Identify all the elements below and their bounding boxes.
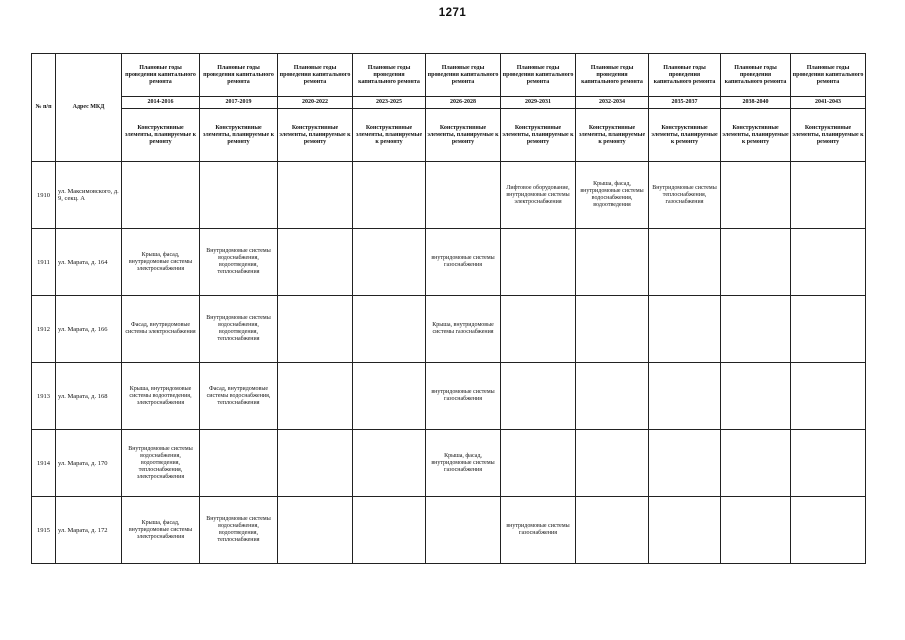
- period-years: 2014-2016: [122, 97, 200, 109]
- row-address: ул. Марата, д. 164: [56, 229, 122, 296]
- row-number: 1915: [32, 497, 56, 564]
- repair-cell: [791, 162, 866, 229]
- repair-cell: [278, 296, 353, 363]
- elements-header: Конструктивные элементы, планируемые к ремонту: [122, 109, 200, 162]
- repair-cell: Крыша, внутридомовые системы водоотведения, электроснабжения: [122, 363, 200, 430]
- elements-header: Конструктивные элементы, планируемые к ремонту: [576, 109, 649, 162]
- column-header-address: Адрес МКД: [56, 54, 122, 162]
- period-header: Плановые годы проведения капитального ремонта: [501, 54, 576, 97]
- repair-cell: внутридомовые системы газоснабжения: [501, 497, 576, 564]
- repair-cell: [200, 430, 278, 497]
- repair-cell: Фасад, внутридомовые системы электроснабжения: [122, 296, 200, 363]
- period-years: 2020-2022: [278, 97, 353, 109]
- repair-cell: Крыша, фасад, внутридомовые системы электроснабжения: [122, 229, 200, 296]
- repair-cell: внутридомовые системы газоснабжения: [426, 229, 501, 296]
- row-address: ул. Максимовского, д. 9, секц. А: [56, 162, 122, 229]
- repair-cell: [791, 229, 866, 296]
- repair-cell: внутридомовые системы газоснабжения: [426, 363, 501, 430]
- page-number: 1271: [438, 7, 467, 19]
- repair-cell: [426, 162, 501, 229]
- elements-header: Конструктивные элементы, планируемые к ремонту: [649, 109, 721, 162]
- repair-cell: Крыша, внутридомовые системы газоснабжения: [426, 296, 501, 363]
- repair-cell: Фасад, внутридомовые системы водоснабжения, теплоснабжения: [200, 363, 278, 430]
- elements-header: Конструктивные элементы, планируемые к ремонту: [353, 109, 426, 162]
- row-number: 1911: [32, 229, 56, 296]
- elements-header: Конструктивные элементы, планируемые к ремонту: [200, 109, 278, 162]
- repair-cell: [278, 162, 353, 229]
- repair-cell: [649, 363, 721, 430]
- repair-cell: Внутридомовые системы водоснабжения, водоотведения, теплоснабжения: [200, 229, 278, 296]
- row-address: ул. Марата, д. 172: [56, 497, 122, 564]
- period-header: Плановые годы проведения капитального ремонта: [649, 54, 721, 97]
- period-header: Плановые годы проведения капитального ремонта: [200, 54, 278, 97]
- repair-cell: [278, 363, 353, 430]
- elements-header: Конструктивные элементы, планируемые к ремонту: [278, 109, 353, 162]
- repair-cell: [721, 229, 791, 296]
- period-header: Плановые годы проведения капитального ремонта: [426, 54, 501, 97]
- repair-cell: [576, 497, 649, 564]
- repair-cell: Внутридомовые системы теплоснабжения, газоснабжения: [649, 162, 721, 229]
- capital-repair-table: [31, 53, 866, 564]
- table-row: [32, 497, 866, 564]
- table-row: [32, 430, 866, 497]
- period-years: 2035-2037: [649, 97, 721, 109]
- row-number: 1914: [32, 430, 56, 497]
- repair-cell: [576, 229, 649, 296]
- period-header: Плановые годы проведения капитального ремонта: [278, 54, 353, 97]
- column-header-number: № п/п: [32, 54, 56, 162]
- repair-cell: [353, 162, 426, 229]
- table-row: [32, 296, 866, 363]
- row-number: 1912: [32, 296, 56, 363]
- repair-cell: [576, 363, 649, 430]
- period-header: Плановые годы проведения капитального ремонта: [122, 54, 200, 97]
- repair-cell: [501, 229, 576, 296]
- repair-cell: [278, 430, 353, 497]
- repair-cell: [200, 162, 278, 229]
- repair-cell: [649, 497, 721, 564]
- period-years: 2029-2031: [501, 97, 576, 109]
- repair-cell: [721, 430, 791, 497]
- repair-cell: [501, 430, 576, 497]
- repair-cell: [649, 430, 721, 497]
- repair-cell: [791, 296, 866, 363]
- repair-cell: [353, 363, 426, 430]
- table-row: [32, 229, 866, 296]
- repair-cell: [278, 229, 353, 296]
- repair-cell: [501, 363, 576, 430]
- period-header: Плановые годы проведения капитального ремонта: [576, 54, 649, 97]
- period-header: Плановые годы проведения капитального ремонта: [721, 54, 791, 97]
- period-years: 2041-2043: [791, 97, 866, 109]
- repair-cell: [649, 229, 721, 296]
- repair-cell: [122, 162, 200, 229]
- period-years: 2026-2028: [426, 97, 501, 109]
- repair-cell: Внутридомовые системы водоснабжения, водоотведения, теплоснабжения: [200, 497, 278, 564]
- repair-cell: [353, 296, 426, 363]
- period-years: 2017-2019: [200, 97, 278, 109]
- period-years: 2023-2025: [353, 97, 426, 109]
- elements-header: Конструктивные элементы, планируемые к ремонту: [791, 109, 866, 162]
- period-years: 2038-2040: [721, 97, 791, 109]
- repair-cell: Лифтовое оборудование, внутридомовые системы электроснабжения: [501, 162, 576, 229]
- repair-cell: [426, 497, 501, 564]
- table-row: [32, 363, 866, 430]
- repair-cell: [353, 497, 426, 564]
- row-number: 1910: [32, 162, 56, 229]
- repair-cell: [721, 363, 791, 430]
- repair-cell: [278, 497, 353, 564]
- row-address: ул. Марата, д. 166: [56, 296, 122, 363]
- repair-cell: [791, 497, 866, 564]
- repair-cell: [791, 363, 866, 430]
- repair-cell: [353, 430, 426, 497]
- elements-header: Конструктивные элементы, планируемые к ремонту: [501, 109, 576, 162]
- repair-cell: [721, 296, 791, 363]
- row-address: ул. Марата, д. 168: [56, 363, 122, 430]
- repair-cell: [576, 430, 649, 497]
- period-header: Плановые годы проведения капитального ремонта: [353, 54, 426, 97]
- repair-cell: [721, 497, 791, 564]
- period-header: Плановые годы проведения капитального ремонта: [791, 54, 866, 97]
- repair-cell: [721, 162, 791, 229]
- table-row: [32, 162, 866, 229]
- repair-cell: Крыша, фасад, внутридомовые системы газоснабжения: [426, 430, 501, 497]
- repair-cell: [576, 296, 649, 363]
- repair-cell: [353, 229, 426, 296]
- repair-cell: Внутридомовые системы водоснабжения, водоотведения, теплоснабжения, электроснабжения: [122, 430, 200, 497]
- period-years: 2032-2034: [576, 97, 649, 109]
- repair-cell: Крыша, фасад, внутридомовые системы электроснабжения: [122, 497, 200, 564]
- row-number: 1913: [32, 363, 56, 430]
- repair-cell: [501, 296, 576, 363]
- repair-cell: Крыша, фасад, внутридомовые системы водоснабжения, водоотведения: [576, 162, 649, 229]
- repair-cell: Внутридомовые системы водоснабжения, водоотведения, теплоснабжения: [200, 296, 278, 363]
- repair-cell: [649, 296, 721, 363]
- repair-cell: [791, 430, 866, 497]
- row-address: ул. Марата, д. 170: [56, 430, 122, 497]
- elements-header: Конструктивные элементы, планируемые к ремонту: [426, 109, 501, 162]
- elements-header: Конструктивные элементы, планируемые к ремонту: [721, 109, 791, 162]
